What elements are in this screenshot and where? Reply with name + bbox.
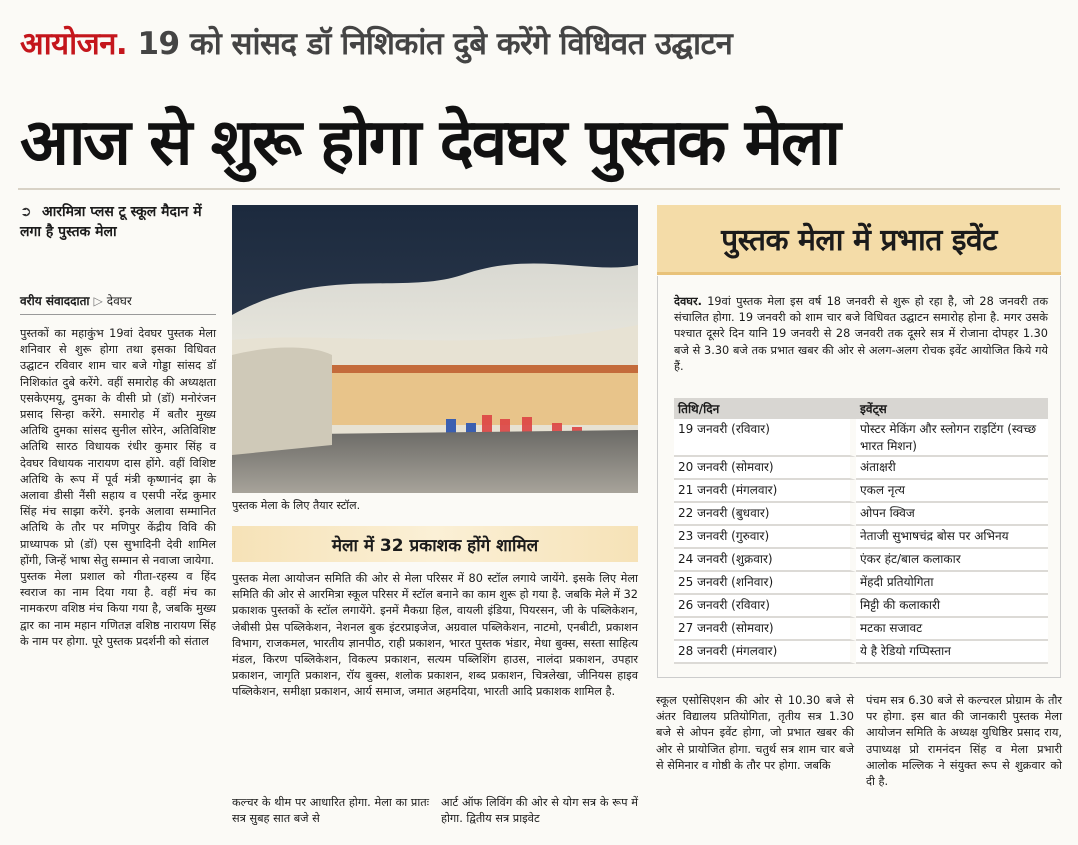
- event-box: [657, 276, 1061, 678]
- byline-place: देवघर: [106, 294, 132, 308]
- table-row: [674, 457, 1048, 480]
- bullet-summary: [20, 202, 215, 242]
- row-event: ये है रेडियो गप्पिस्तान: [856, 641, 1048, 664]
- byline-author: वरीय संवाददाता: [20, 294, 90, 308]
- row-date: 22 जनवरी (बुधवार): [674, 503, 856, 526]
- row-date: 23 जनवरी (गुरुवार): [674, 526, 856, 549]
- row-event: मटका सजावट: [856, 618, 1048, 641]
- row-event: मेंहदी प्रतियोगिता: [856, 572, 1048, 595]
- publishers-paragraph: पुस्तक मेला आयोजन समिति की ओर से मेला परिसर में 80 स्टॉल लगाये जायेंगे. इसके लिए मेला समिति की ओर से आरमित्रा स्कूल परिसर में स्टॉल बनाने का काम शुरू हो गया है. जबकि मेले में 32 प्रकाशक पुस्तकों के स्टॉल लगायेंगे. इनमें मैकग्रा हिल, वायली इंडिया, पियरसन, जी के पब्लिकेशन, जेबीसी प्रेस पब्लिकेशन, नेशनल बुक इंटरप्राइजेज, अग्रवाल पब्लिकेशन, नाटमो, एनबीटी, प्रकाशन विभाग, राजकमल, भारतीय ज्ञानपीठ, राही प्रकाशन, भारत पुस्तक भंडार, मेधा बुक्स, सस्ता साहित्य मंडल, किरण पब्लिकेशन, विकल्प प्रकाशन, सत्यम पब्लिशिंग हाउस, नालंदा प्रकाशन, उपहार प्रकाशन, जागृति प्रकाशन, रॉय बुक्स, शलोक प्रकाशन, शब्द प्रकाशन, चित्रलेखा, जीनियस हाइव पब्लिकेशन, समीक्षा प्रकाशन, आर्य समाज, जमात अहमदिया, भारती आदि प्रकाशक शामिल है.: [232, 572, 638, 699]
- col-header-date: तिथि/दिन: [674, 398, 856, 419]
- row-date: 27 जनवरी (सोमवार): [674, 618, 856, 641]
- headline-divider: [18, 188, 1060, 190]
- kicker-line: [20, 22, 732, 64]
- event-intro-text: 19वां पुस्तक मेला इस वर्ष 18 जनवरी से शुरू हो रहा है, जो 28 जनवरी तक संचालित होगा. 19 जनवरी को शाम चार बजे विधिवत उद्घाटन समारोह होना है. मगर उसके पश्चात दूसरे दिन यानि 19 जनवरी से 28 जनवरी तक दूसरे सत्र में रोजाना दोपहर 1.30 बजे से 3.30 बजे तक प्रभात खबर की ओर से अलग-अलग रोचक इवेंट आयोजित किये गये हैं.: [674, 295, 1048, 373]
- row-event: मिट्टी की कलाकारी: [856, 595, 1048, 618]
- row-event: एकल नृत्य: [856, 480, 1048, 503]
- row-date: 25 जनवरी (शनिवार): [674, 572, 856, 595]
- table-row: [674, 595, 1048, 618]
- byline: [20, 292, 132, 309]
- row-date: 26 जनवरी (रविवार): [674, 595, 856, 618]
- bullet-text: आरमित्रा प्लस टू स्कूल मैदान में लगा है पुस्तक मेला: [20, 204, 202, 240]
- bottom-left-col-a: कल्चर के थीम पर आधारित होगा. मेला का प्रातः सत्र सुबह सात बजे से: [232, 796, 429, 826]
- bottom-left-col-b: आर्ट ऑफ लिविंग की ओर से योग सत्र के रूप में होगा. द्वितीय सत्र प्राइवेट: [441, 796, 638, 826]
- bottom-left-columns: [232, 795, 638, 839]
- byline-divider: [20, 314, 216, 315]
- left-article-column: [20, 326, 216, 841]
- row-event: अंताक्षरी: [856, 457, 1048, 480]
- col-header-event: इवेंट्स: [856, 398, 1048, 419]
- kicker-text: 19 को सांसद डॉ निशिकांत दुबे करेंगे विधिवत उद्घाटन: [137, 26, 733, 62]
- kicker-label: आयोजन.: [20, 26, 128, 62]
- table-row: [674, 549, 1048, 572]
- event-box-title: पुस्तक मेला में प्रभात इवेंट: [657, 205, 1061, 275]
- row-event: पोस्टर मेकिंग और स्लोगन राइटिंग (स्वच्छ भारत मिशन): [856, 419, 1048, 457]
- left-paragraph-1: पुस्तकों का महाकुंभ 19वां देवघर पुस्तक मेला शनिवार से शुरू होगा तथा इसका विधिवत उद्घाटन रविवार शाम चार बजे गोड्डा सांसद डॉ निशिकांत दुबे करेंगे. वहीं समारोह की अध्यक्षता एसकेएमयू, दुमका के वीसी प्रो (डॉ) मनोरंजन प्रसाद सिन्हा करेंगे. समारोह में बतौर मुख्य अतिथि दुमका सांसद सुनील सोरेन, अतिविशिष्ट अतिथि सारठ विधायक रंधीर कुमार सिंह व देवघर विधायक नारायण दास होंगे. वहीं विशिष्ट अतिथि के रूप में पूर्व मंत्री कृष्णानंद झा के अलावा डीसी नैंसी सहाय व एसपी नरेंद्र कुमार सिंह मंच साझा करेंगे. इनके अलावा सम्मानित अतिथि के तौर पर मणिपुर केंद्रीय विवि की प्राध्यापक प्रो (डॉ) एस सुभादिनी देवी शामिल होंगी, जिन्हें भाषा सेतु सम्मान से नवाजा जायेगा.: [20, 327, 216, 567]
- book-fair-stall-photo: [232, 205, 638, 493]
- table-row: [674, 480, 1048, 503]
- event-box-intro: [674, 294, 1048, 394]
- row-date: 19 जनवरी (रविवार): [674, 419, 856, 457]
- table-row: [674, 503, 1048, 526]
- row-event: एंकर हंट/बाल कलाकार: [856, 549, 1048, 572]
- event-dateline: देवघर.: [674, 295, 702, 308]
- play-triangle-icon: ▷: [93, 294, 103, 308]
- row-date: 24 जनवरी (शुक्रवार): [674, 549, 856, 572]
- row-date: 21 जनवरी (मंगलवार): [674, 480, 856, 503]
- table-row: [674, 419, 1048, 457]
- headline: आज से शुरू होगा देवघर पुस्तक मेला: [20, 106, 839, 180]
- event-schedule-table: [674, 398, 1048, 664]
- table-header-row: [674, 398, 1048, 419]
- row-date: 28 जनवरी (मंगलवार): [674, 641, 856, 664]
- table-row: [674, 572, 1048, 595]
- row-date: 20 जनवरी (सोमवार): [674, 457, 856, 480]
- row-event: नेताजी सुभाषचंद्र बोस पर अभिनय: [856, 526, 1048, 549]
- table-row: [674, 526, 1048, 549]
- table-row: [674, 618, 1048, 641]
- left-paragraph-2: पुस्तक मेला प्रशाल को गीता-रहस्य व हिंद स्वराज का नाम दिया गया है. वहीं मंच का नामकरण वशिष्ठ मंच किया गया है, जबकि मुख्य द्वार का नाम महान गणितज्ञ वशिष्ठ नारायण सिंह के नाम पर होगा. पूरे पुस्तक प्रदर्शनी को संताल: [20, 570, 216, 648]
- subhead-publishers: मेला में 32 प्रकाशक होंगे शामिल: [232, 526, 638, 562]
- photo-caption: पुस्तक मेला के लिए तैयार स्टॉल.: [232, 499, 361, 512]
- bottom-right-col-1: स्कूल एसोसिएशन की ओर से 10.30 बजे से अंतर विद्यालय प्रतियोगिता, तृतीय सत्र 1.30 बजे से ओपन इवेंट होगा, जो प्रभात खबर की ओर से प्रायोजित होगा. चतुर्थ सत्र शाम चार बजे से सेमिनार व गोष्ठी के तौर पर होगा. जबकि: [656, 694, 854, 772]
- table-row: [674, 641, 1048, 664]
- row-event: ओपन क्विज: [856, 503, 1048, 526]
- arrow-bullet-icon: ➲: [20, 204, 32, 220]
- bottom-right-col-2: पंचम सत्र 6.30 बजे से कल्चरल प्रोग्राम के तौर पर होगा. इस बात की जानकारी पुस्तक मेला आयोजन समिति के अध्यक्ष युधिष्ठिर प्रसाद राय, उपाध्यक्ष प्रो रामनंदन सिंह व मेला प्रभारी आलोक मल्लिक ने संयुक्त रूप से शुक्रवार को दी है.: [866, 694, 1062, 789]
